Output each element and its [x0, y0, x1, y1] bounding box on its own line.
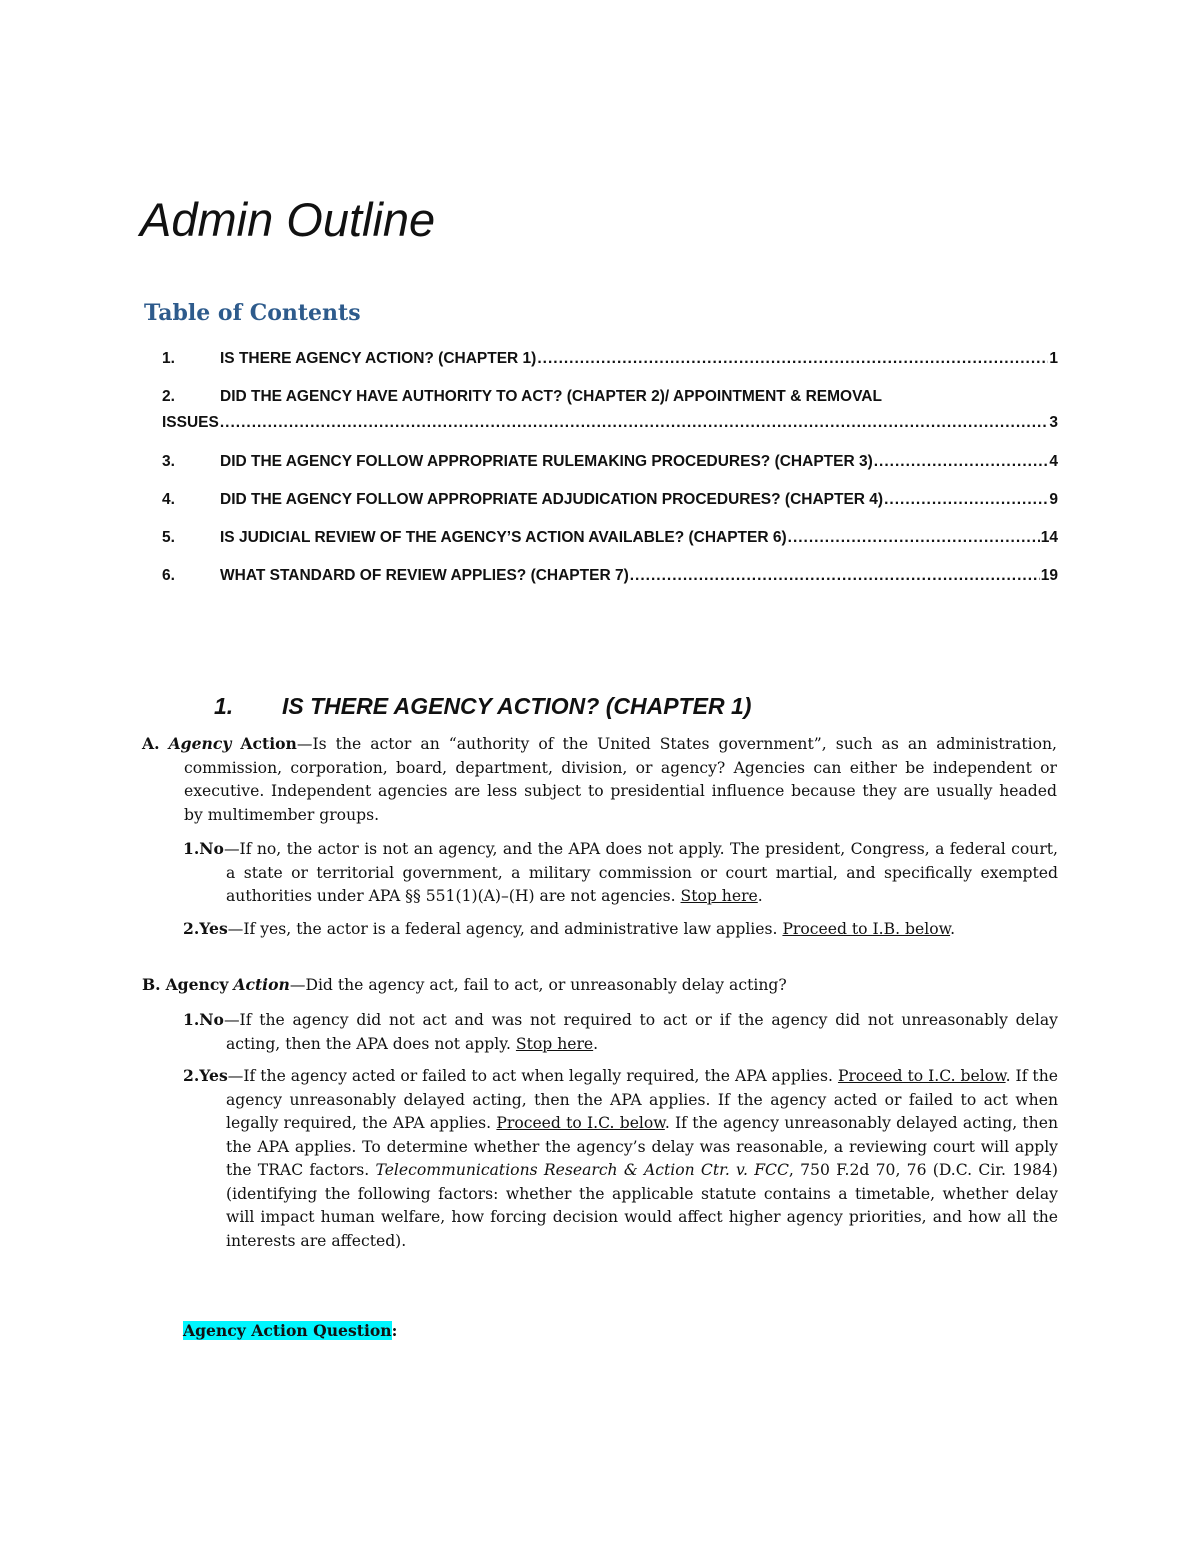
- question-label: Agency Action Question: [183, 1321, 392, 1340]
- proceed-link[interactable]: Proceed to I.C. below: [837, 1067, 1006, 1085]
- toc-entry-text: DID THE AGENCY HAVE AUTHORITY TO ACT? (CHAPTER 2)/ APPOINTMENT & REMOVAL: [220, 388, 882, 405]
- toc-entry-number: 3.: [162, 453, 175, 470]
- case-citation: Telecommunications Research & Action Ctr. v. FCC: [375, 1161, 789, 1179]
- outline-item-a: [142, 732, 1057, 827]
- document-title: Admin Outline: [140, 193, 436, 246]
- outline-label: A.: [142, 734, 160, 753]
- toc-entry-page: 3: [1049, 414, 1058, 431]
- outline-text: , 750 F.2d 70, 76 (D.C. Cir. 1984) (identifying the following factors: whether the applicable statute contains a timetable, whether delay will impact human welfare, how forcing decision would affect higher agency priorities, and how all the interests are affected).: [226, 1161, 1058, 1250]
- proceed-link[interactable]: Proceed to I.B. below: [782, 920, 951, 938]
- toc-heading: Table of Contents: [144, 300, 361, 326]
- toc-leader-dots: [630, 563, 1040, 589]
- outline-subitem-a1: [183, 837, 1058, 909]
- toc-entry-text: IS JUDICIAL REVIEW OF THE AGENCY’S ACTION AVAILABLE? (CHAPTER 6): [220, 529, 787, 546]
- toc-entry-text: DID THE AGENCY FOLLOW APPROPRIATE ADJUDICATION PROCEDURES? (CHAPTER 4): [220, 491, 884, 508]
- toc-leader-dots: [220, 410, 1049, 436]
- toc-entry-text: DID THE AGENCY FOLLOW APPROPRIATE RULEMAKING PROCEDURES? (CHAPTER 3): [220, 453, 873, 470]
- outline-term: Agency: [165, 975, 229, 994]
- toc-entry-page: 1: [1049, 350, 1058, 367]
- toc-entry-text-continued: ISSUES: [162, 414, 219, 431]
- section-number: 1.: [214, 693, 234, 719]
- outline-text: If the agency did not act and was not required to act or if the agency did not unreasonably delay acting, then the APA does not apply.: [226, 1011, 1058, 1053]
- toc-entry-2[interactable]: [162, 384, 1058, 436]
- toc-entry-number: 6.: [162, 567, 175, 584]
- toc-entry-text: WHAT STANDARD OF REVIEW APPLIES? (CHAPTER 7): [220, 567, 629, 584]
- outline-label: 2.Yes: [183, 919, 228, 938]
- toc-leader-dots: [874, 449, 1049, 475]
- outline-text: Did the agency act, fail to act, or unreasonably delay acting?: [305, 976, 787, 994]
- outline-dash: —: [227, 1067, 244, 1085]
- toc-entry-number: 5.: [162, 529, 175, 546]
- toc-entry-1[interactable]: [162, 346, 1058, 372]
- outline-dash: —: [296, 735, 313, 753]
- outline-dash: —: [223, 840, 240, 858]
- outline-dash: —: [227, 920, 244, 938]
- outline-dash: —: [289, 976, 306, 994]
- toc-leader-dots: [788, 525, 1040, 551]
- toc-entry-5[interactable]: [162, 525, 1058, 551]
- outline-text: If yes, the actor is a federal agency, and administrative law applies.: [243, 920, 783, 938]
- toc-entry-page: 19: [1040, 567, 1058, 584]
- agency-action-question: [183, 1319, 397, 1344]
- outline-label: 1.No: [183, 1010, 224, 1029]
- outline-subitem-b2: [183, 1064, 1058, 1253]
- outline-label: 1.No: [183, 839, 224, 858]
- toc-entry-page: 9: [1049, 491, 1058, 508]
- outline-term-italic: Action: [233, 975, 290, 994]
- outline-term-italic: Agency: [168, 734, 232, 753]
- outline-text: . If the agency unreasonably delayed acting, then the APA applies. To determine whether the agency’s delay was reasonable, a reviewing court will apply the TRAC factors.: [226, 1114, 1058, 1179]
- toc-entry-number: 1.: [162, 350, 175, 367]
- outline-text: If no, the actor is not an agency, and the APA does not apply. The president, Congress, a federal court, a state or territorial government, a military commission or court martial, and specifically exempted authorities under APA §§ 551(1)(A)–(H) are not agencies.: [226, 840, 1058, 905]
- proceed-link[interactable]: Proceed to I.C. below: [496, 1114, 665, 1132]
- outline-text: If the agency acted or failed to act when legally required, the APA applies.: [243, 1067, 838, 1085]
- section-heading: [214, 688, 751, 724]
- toc-leader-dots: [884, 487, 1048, 513]
- outline-label: 2.Yes: [183, 1066, 228, 1085]
- stop-here-link[interactable]: Stop here: [515, 1034, 594, 1053]
- outline-label: B.: [142, 975, 161, 994]
- outline-text-end: .: [950, 920, 956, 938]
- toc-entry-page: 14: [1040, 529, 1058, 546]
- toc-leader-dots: [537, 346, 1048, 372]
- outline-subitem-b1: [183, 1008, 1058, 1056]
- outline-text-end: .: [593, 1034, 599, 1053]
- toc-entry-number: 2.: [162, 388, 175, 405]
- question-colon: :: [391, 1321, 398, 1340]
- outline-item-b: [142, 973, 1057, 998]
- outline-text: Is the actor an “authority of the United States government”, such as an administration, commission, corporation, board, department, division, or agency? Agencies can either be independent or executive. Independent agencies are less subject to presidential influence because they are usually headed by multimember groups.: [184, 735, 1057, 824]
- section-heading-text: IS THERE AGENCY ACTION? (CHAPTER 1): [282, 693, 752, 719]
- toc-entry-number: 4.: [162, 491, 175, 508]
- stop-here-link[interactable]: Stop here: [680, 887, 758, 905]
- outline-term: Action: [240, 734, 297, 753]
- toc-entry-text: IS THERE AGENCY ACTION? (CHAPTER 1): [220, 350, 537, 367]
- toc-entry-6[interactable]: [162, 563, 1058, 589]
- toc-entry-4[interactable]: [162, 487, 1058, 513]
- outline-dash: —: [223, 1011, 240, 1029]
- outline-subitem-a2: [183, 917, 1058, 942]
- outline-text: . If the agency unreasonably delayed acting, then the APA applies. If the agency acted or failed to act when legally required, the APA applies.: [226, 1067, 1058, 1132]
- toc-entry-3[interactable]: [162, 449, 1058, 475]
- toc-entry-page: 4: [1049, 453, 1058, 470]
- outline-text-end: .: [757, 887, 763, 905]
